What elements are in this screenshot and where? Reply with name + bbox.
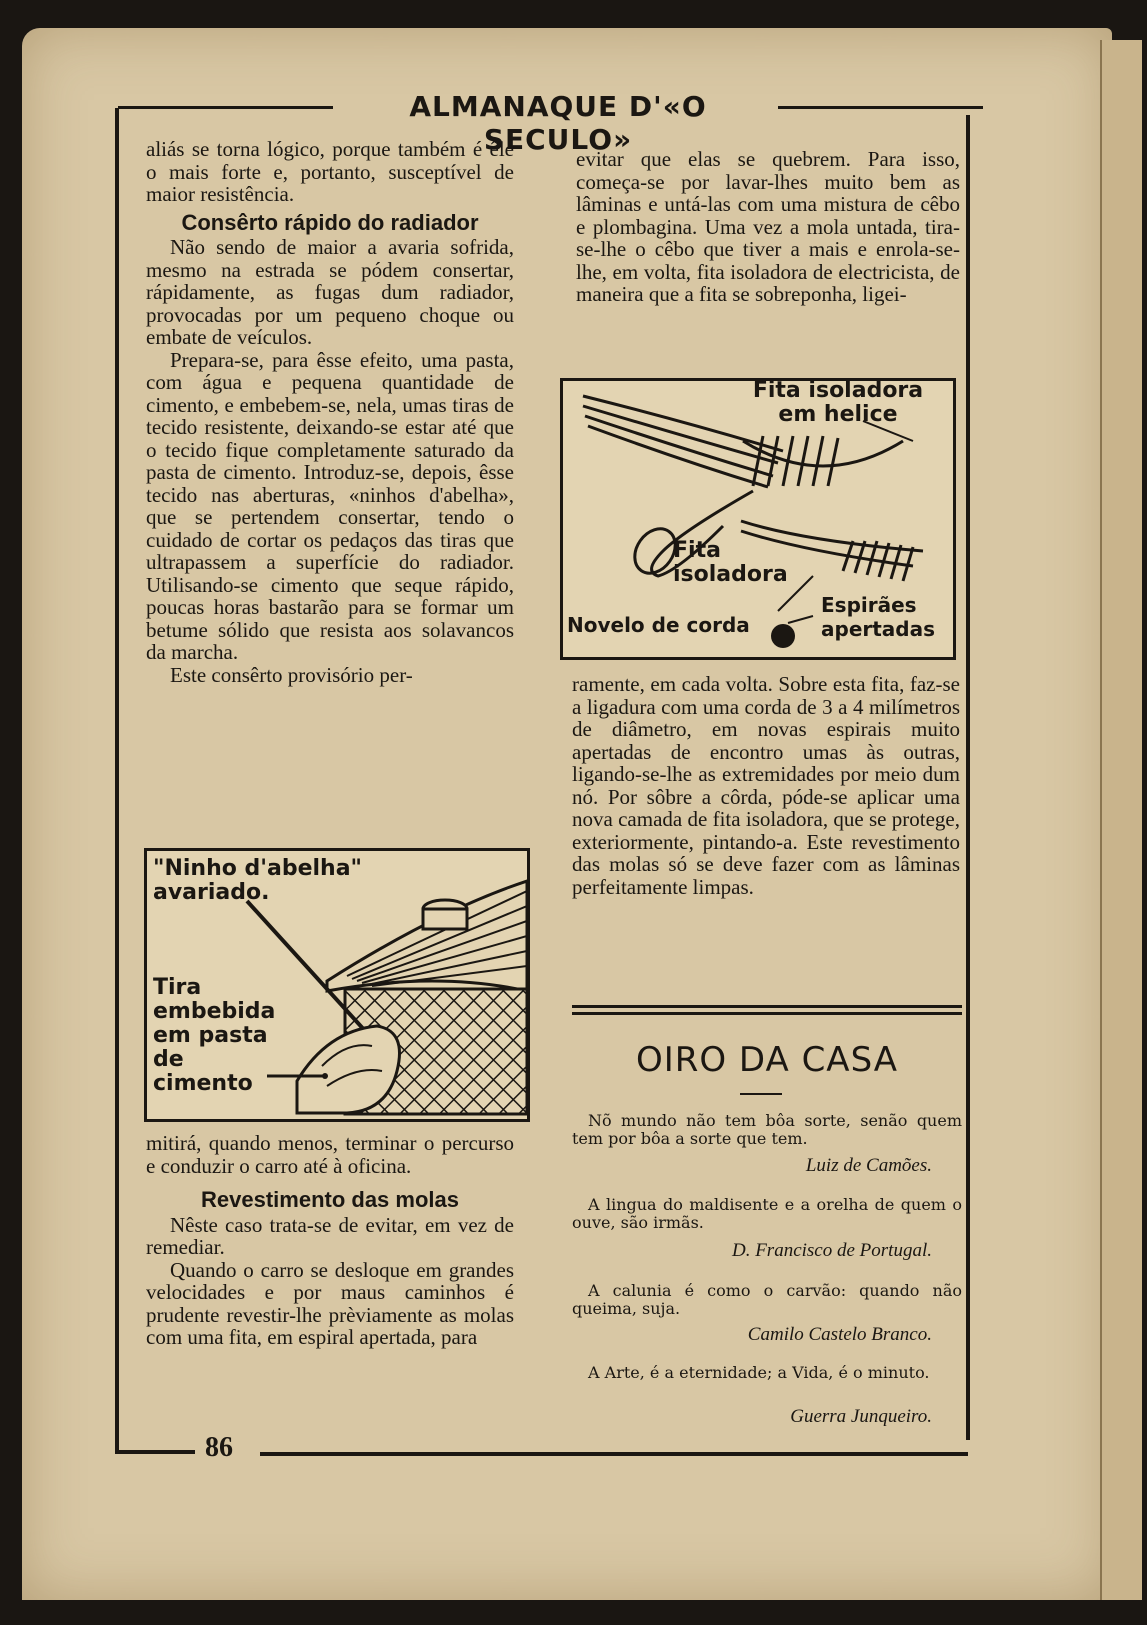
figure-spring-label-tape: Fita isoladora (673, 538, 788, 587)
figure-radiator-label-honeycomb: "Ninho d'abelha" avariado. (153, 856, 363, 905)
left-paragraph-4: Este consêrto provisório per- (170, 662, 413, 687)
section-rule-top (572, 1005, 962, 1008)
left-paragraph-1: aliás se torna lógico, porque também é êle o mais forte e, portanto, susceptível de maior resistência. (146, 137, 514, 206)
right-column-top (576, 148, 960, 306)
next-page-edge (1100, 40, 1142, 1600)
footer-rule-right (260, 1452, 968, 1456)
heading-springs: Revestimento das molas (201, 1187, 459, 1212)
figure-spring-label-helix: Fita isoladora em helice (752, 378, 924, 427)
oiro-title: OIRO DA CASA (635, 1040, 899, 1080)
figure-radiator (144, 848, 530, 1122)
section-rule-bottom (572, 1012, 962, 1015)
quote-3-author: Camilo Castelo Branco. (747, 1324, 932, 1345)
left-column-bottom (146, 1132, 514, 1349)
quote-2: A lingua do maldisente e a orelha de quem o ouve, são irmãs. (572, 1195, 962, 1232)
heading-radiator: Consêrto rápido do radiador (181, 209, 479, 235)
header-rule-right (778, 106, 983, 109)
left-paragraph-5: mitirá, quando menos, terminar o percurso e conduzir o carro até à oficina. (146, 1131, 514, 1178)
quote-1: Nõ mundo não tem bôa sorte, senão quem tem por bôa a sorte que tem. (572, 1111, 962, 1148)
figure-spring (560, 378, 956, 660)
right-paragraph-2: ramente, em cada volta. Sobre esta fita, faz-se a ligadura com uma corda de 3 a 4 milímetros de diâmetro, em novas espirais muito apertadas de encontro umas às outras, ligando-se-lhe as extremidades por meio dum nó. Por sôbre a côrda, póde-se aplicar uma nova camada de fita isoladora, que se protege, exteriormente, pintando-a. Este revestimento das molas só se deve fazer com as lâminas perfeitamente limpas. (572, 672, 960, 899)
page-number: 86 (205, 1432, 233, 1463)
header-title: ALMANAQUE D'«O SECULO» (409, 90, 707, 156)
footer-rule-left (115, 1450, 195, 1454)
header-rule-left (118, 106, 333, 109)
figure-spring-label-cord: Novelo de corda (567, 613, 750, 637)
left-paragraph-7: Quando o carro se desloque em grandes velocidades e por maus caminhos é prudente revestir-lhe prèviamente as molas com uma fita, em espiral apertada, para (146, 1257, 514, 1349)
quote-1-author: Luiz de Camões. (805, 1155, 932, 1176)
quote-4: A Arte, é a eternidade; a Vida, é o minuto. (588, 1363, 930, 1382)
left-paragraph-2: Não sendo de maior a avaria sofrida, mesmo na estrada se pódem consertar, rápidamente, as fugas dum radiador, provocadas por um pequeno choque ou embate de veículos. (146, 235, 514, 349)
figure-radiator-label-strip: Tira embebida em pasta de cimento (153, 975, 276, 1096)
quote-4-author: Guerra Junqueiro. (790, 1406, 932, 1427)
left-column-top (146, 138, 514, 686)
quote-2-author: D. Francisco de Portugal. (731, 1240, 932, 1261)
frame-rule-left (115, 108, 119, 1453)
left-paragraph-3: Prepara-se, para êsse efeito, uma pasta, com água e pequena quantidade de cimento, e embebem-se, nela, umas tiras de tecido resistente, deixando-se estar até que o tecido fique completamente saturado da pasta de cimento. Introduz-se, depois, êsse tecido nas aberturas, «ninhos d'abelha», que se pertendem consertar, tendo o cuidado de cortar os pedaços das tiras que ultrapassem a superfície do radiador. Utilisando-se cimento que seque rápido, poucas horas bastarão para se formar um betume sólido que resista aos solavancos da marcha. (146, 347, 514, 664)
quote-3: A calunia é como o carvão: quando não queima, suja. (572, 1281, 962, 1318)
left-paragraph-6: Nêste caso trata-se de evitar, em vez de remediar. (146, 1212, 514, 1259)
right-paragraph-1: evitar que elas se quebrem. Para isso, começa-se por lavar-lhes muito bem as lâminas e untá-las com uma mistura de cêbo e plombagina. Uma vez a mola untada, tira-se-lhe o cêbo que tiver a mais e enrola-se-lhe, em volta, fita isoladora de electricista, de maneira que a fita se sobreponha, ligei- (576, 147, 960, 306)
right-column-middle (572, 673, 960, 898)
running-header (118, 90, 983, 156)
figure-spring-label-coils: Espirães apertadas (821, 593, 936, 641)
frame-rule-right (966, 115, 970, 1440)
oiro-title-rule (740, 1093, 782, 1095)
